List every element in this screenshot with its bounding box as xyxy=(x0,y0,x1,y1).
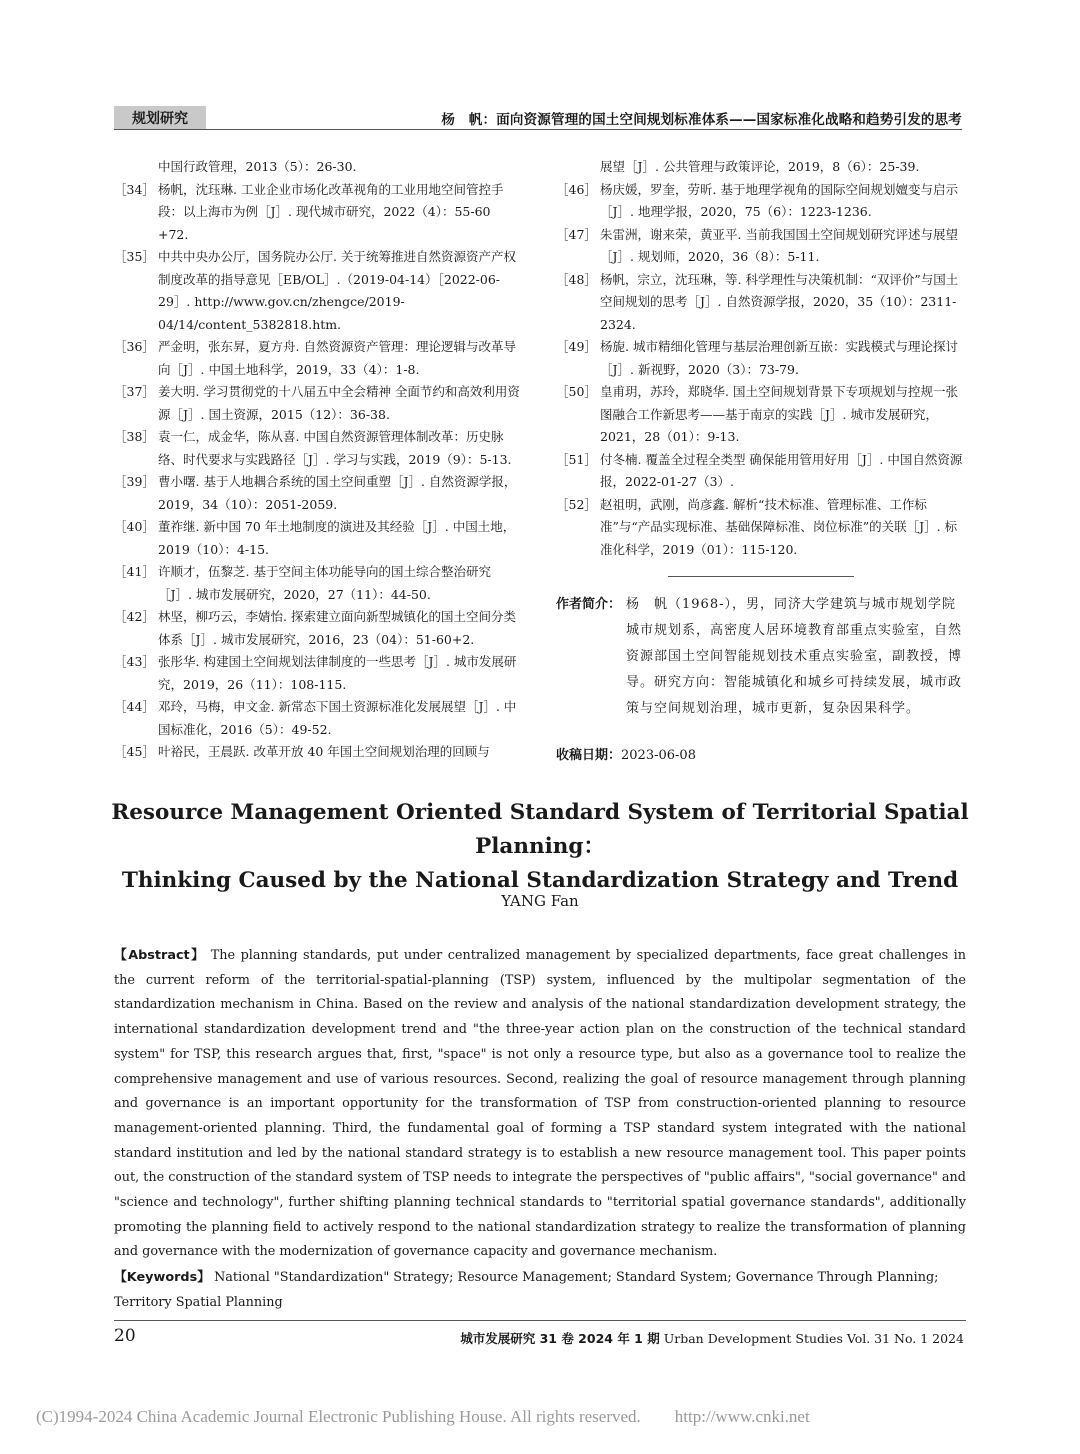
reference-number: ［37］ xyxy=(114,384,155,399)
reference-text: 朱雷洲，谢来荣，黄亚平. 当前我国国土空间规划研究评述与展望［J］. 规划师，2020，36（8）：5-11. xyxy=(600,226,958,264)
reference-number: ［51］ xyxy=(556,451,597,467)
reference-item xyxy=(556,494,966,562)
reference-item xyxy=(114,651,524,696)
reference-number: ［44］ xyxy=(114,699,155,714)
english-keywords xyxy=(114,1266,966,1315)
reference-item xyxy=(556,449,966,494)
references-left-column xyxy=(114,156,524,764)
reference-item xyxy=(556,156,966,179)
running-header xyxy=(114,104,962,130)
reference-item xyxy=(556,336,966,381)
abstract-text: The planning standards, put under centralized management by specialized departments, face great challenges in the current reform of the territorial-spatial-planning (TSP) system, influenced by the multipolar segmentation of the standardization mechanism in China. Based on the review and analysis of the national standardization development strategy, the international standardization development trend and "the three-year action plan on the construction of the technical standard system" for TSP, this research argues that, first, "space" is not only a resource type, but also as a governance tool to realize the comprehensive management and use of various resources. Second, realizing the goal of resource management through planning and governance is an important opportunity for the transformation of TSP from construction-oriented planning to resource management-oriented planning. Third, the fundamental goal of forming a TSP standard system integrated with the national standard institution and led by the national standard strategy is to establish a new resource management tool. This paper points out, the construction of the standard system of TSP needs to integrate the perspectives of "public affairs", "social governance" and "science and technology", further shifting planning technical standards to "territorial spatial governance standards", additionally promoting the planning field to actively respond to the national standardization strategy to realize the transformation of planning and governance with the modernization of governance capacity and governance mechanism. xyxy=(114,948,966,1260)
reference-number: ［49］ xyxy=(556,339,597,354)
reference-item xyxy=(114,471,524,516)
reference-text: 付冬楠. 覆盖全过程全类型 确保能用管用好用［J］. 中国自然资源报，2022-01-27（3）. xyxy=(600,451,963,489)
reference-item xyxy=(114,426,524,471)
author-bio xyxy=(556,592,968,722)
reference-number: ［34］ xyxy=(114,181,155,197)
reference-item xyxy=(556,381,966,449)
reference-number: ［46］ xyxy=(556,181,597,197)
reference-number: ［40］ xyxy=(114,519,155,534)
abstract-label: 【Abstract】 xyxy=(114,948,206,963)
reference-item xyxy=(114,246,524,336)
section-tag: 规划研究 xyxy=(114,106,206,130)
reference-number: ［35］ xyxy=(114,249,155,264)
journal-name-cn: 城市发展研究 31 卷 2024 年 1 期 xyxy=(460,1331,660,1346)
running-title: 杨 帆：面向资源管理的国土空间规划标准体系——国家标准化战略和趋势引发的思考 xyxy=(441,112,962,128)
author-bio-text: 杨 帆（1968-），男，同济大学建筑与城市规划学院城市规划系，高密度人居环境教育部重点实验室，自然资源部国土空间智能规划技术重点实验室，副教授，博导。研究方向：智能城镇化和城乡可持续发展，城市政策与空间规划治理，城市更新，复杂因果科学。 xyxy=(626,597,963,716)
reference-item xyxy=(114,696,524,741)
copyright-watermark: (C)1994-2024 China Academic Journal Electronic Publishing House. All rights reserved. http://www.cnki.net xyxy=(36,1407,810,1426)
reference-number: ［45］ xyxy=(114,744,155,759)
reference-item xyxy=(114,741,524,764)
reference-item xyxy=(114,179,524,247)
keywords-text: National "Standardization" Strategy; Resource Management; Standard System; Governance Through Planning; Territory Spatial Planning xyxy=(114,1270,939,1310)
page-number: 20 xyxy=(114,1326,136,1346)
reference-number: ［52］ xyxy=(556,496,597,512)
english-title-line2: Thinking Caused by the National Standardization Strategy and Trend xyxy=(121,868,959,893)
reference-text: 林坚，柳巧云，李婧怡. 探索建立面向新型城镇化的国土空间分类体系［J］. 城市发展研究，2016，23（04）：51-60+2. xyxy=(158,609,516,647)
reference-text: 姜大明. 学习贯彻党的十八届五中全会精神 全面节约和高效利用资源［J］. 国土资源，2015（12）：36-38. xyxy=(158,384,520,422)
keywords-label: 【Keywords】 xyxy=(114,1270,211,1285)
reference-text: 董祚继. 新中国 70 年土地制度的演进及其经验［J］. 中国土地，2019（10）：4-15. xyxy=(158,519,516,557)
reference-number: ［36］ xyxy=(114,339,155,354)
received-date xyxy=(556,744,696,763)
reference-item xyxy=(556,179,966,224)
reference-text: 杨帆，宗立，沈珏琳，等. 科学理性与决策机制：“双评价”与国土空间规划的思考［J］. 自然资源学报，2020，35（10）：2311-2324. xyxy=(600,271,959,332)
journal-name-en: Urban Development Studies Vol. 31 No. 1 2024 xyxy=(663,1331,964,1346)
reference-number: ［42］ xyxy=(114,609,155,624)
reference-text: 杨旎. 城市精细化管理与基层治理创新互嵌：实践模式与理论探讨［J］. 新视野，2020（3）：73-79. xyxy=(600,339,958,377)
reference-item xyxy=(114,381,524,426)
reference-text: 杨帆，沈珏琳. 工业企业市场化改革视角的工业用地空间管控手段：以上海市为例［J］. 现代城市研究，2022（4）：55-60 +72. xyxy=(158,181,504,242)
reference-item xyxy=(114,516,524,561)
reference-item xyxy=(114,156,524,179)
reference-number: ［50］ xyxy=(556,384,597,399)
reference-item xyxy=(114,561,524,606)
reference-text: 叶裕民，王晨跃. 改革开放 40 年国土空间规划治理的回顾与 xyxy=(158,744,490,759)
reference-number: ［41］ xyxy=(114,564,155,579)
reference-text: 展望［J］. 公共管理与政策评论，2019，8（6）：25-39. xyxy=(600,159,920,174)
reference-number: ［43］ xyxy=(114,654,155,669)
reference-text: 赵祖明，武刚，尚彦鑫. 解析“技术标准、管理标准、工作标准”与“产品实现标准、基础保障标准、岗位标准”的关联［J］. 标准化科学，2019（01）：115-120. xyxy=(600,496,958,557)
reference-item xyxy=(114,606,524,651)
english-author: YANG Fan xyxy=(501,892,579,910)
footer-rule xyxy=(114,1320,966,1321)
reference-text: 袁一仁，成金华，陈从喜. 中国自然资源管理体制改革：历史脉络、时代要求与实践路径［J］. 学习与实践，2019（9）：5-13. xyxy=(158,429,512,467)
reference-text: 曹小曙. 基于人地耦合系统的国土空间重塑［J］. 自然资源学报，2019，34（10）：2051-2059. xyxy=(158,474,517,512)
english-title-line1: Resource Management Oriented Standard System of Territorial Spatial Planning： xyxy=(111,800,969,859)
reference-number: ［38］ xyxy=(114,429,155,444)
reference-number: ［39］ xyxy=(114,474,155,489)
reference-number: ［47］ xyxy=(556,226,597,242)
reference-text: 中国行政管理，2013（5）：26-30. xyxy=(158,159,357,174)
english-title xyxy=(60,796,1020,898)
reference-number: ［48］ xyxy=(556,271,597,287)
received-value: 2023-06-08 xyxy=(621,748,696,763)
reference-text: 邓玲，马梅，申文金. 新常态下国土资源标准化发展展望［J］. 中国标准化，2016（5）：49-52. xyxy=(158,699,517,737)
received-label: 收稿日期： xyxy=(556,748,622,763)
reference-text: 张彤华. 构建国土空间规划法律制度的一些思考［J］. 城市发展研究，2019，26（11）：108-115. xyxy=(158,654,517,692)
english-abstract xyxy=(114,944,966,1265)
reference-item xyxy=(556,224,966,269)
reference-text: 杨庆媛，罗奎，劳昕. 基于地理学视角的国际空间规划嬗变与启示［J］. 地理学报，2020，75（6）：1223-1236. xyxy=(600,181,958,219)
section-separator xyxy=(668,576,854,577)
author-bio-label: 作者简介： xyxy=(556,597,622,612)
header-rule xyxy=(114,129,962,130)
reference-text: 许顺才，伍黎芝. 基于空间主体功能导向的国土综合整治研究［J］. 城市发展研究，2020，27（11）：44-50. xyxy=(158,564,491,602)
reference-item xyxy=(114,336,524,381)
reference-item xyxy=(556,269,966,337)
reference-text: 严金明，张东昇，夏方舟. 自然资源资产管理：理论逻辑与改革导向［J］. 中国土地科学，2019，33（4）：1-8. xyxy=(158,339,516,377)
journal-info xyxy=(460,1329,964,1347)
reference-text: 中共中央办公厅，国务院办公厅. 关于统筹推进自然资源资产产权制度改革的指导意见［EB/OL］.（2019-04-14）［2022-06-29］. http://www.gov.cn/zhengce/2019-04/14/content_5382818.htm. xyxy=(158,249,516,332)
reference-text: 皇甫玥，苏玲，郑晓华. 国土空间规划背景下专项规划与控规一张图融合工作新思考——基于南京的实践［J］. 城市发展研究，2021，28（01）：9-13. xyxy=(600,384,958,444)
references-right-column xyxy=(556,156,966,561)
